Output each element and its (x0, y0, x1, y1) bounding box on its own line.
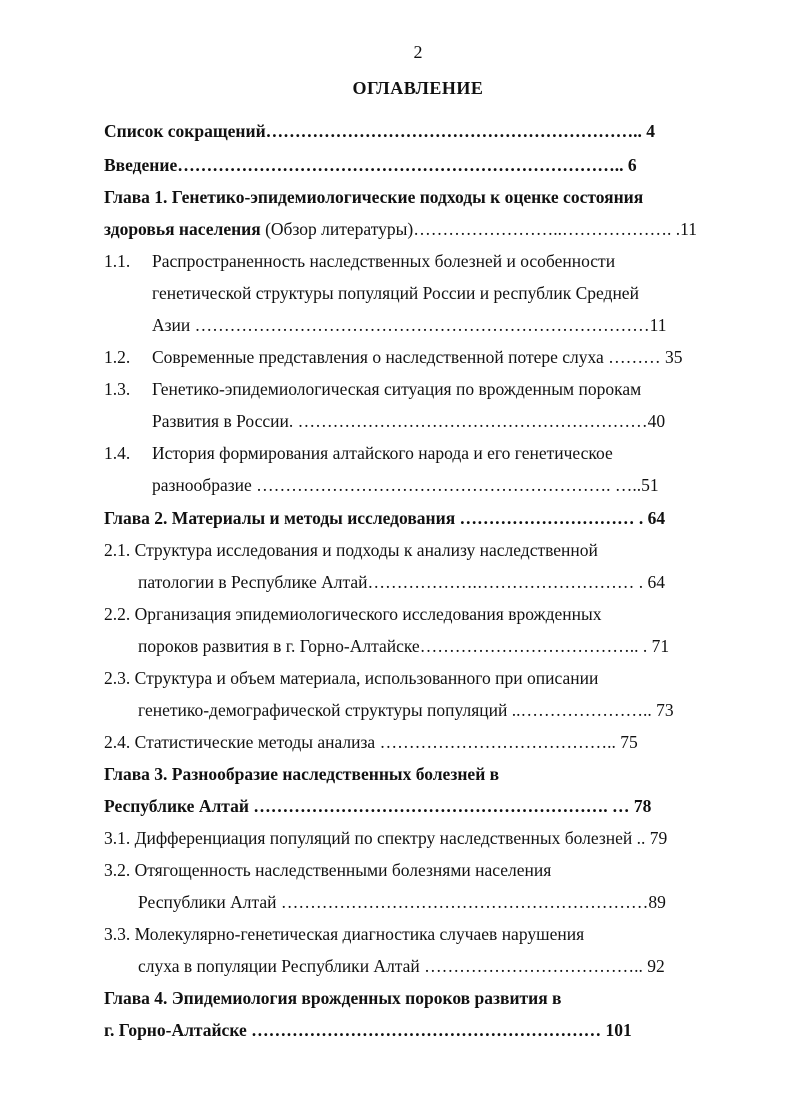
toc-entry-chapter-4-page[interactable]: г. Горно-Алтайске …………………………………………………… 101 (104, 1020, 632, 1040)
toc-entry-2-2[interactable]: 2.2. Организация эпидемиологического исследования врожденных (104, 604, 602, 624)
toc-entry-abbreviations[interactable]: Список сокращений……………………………………………………….. 4 (104, 121, 656, 141)
toc-entry-introduction[interactable]: Введение………………………………………………………………….. 6 (104, 155, 637, 175)
section-title: История формирования алтайского народа и его генетическое (152, 443, 613, 463)
toc-entry-3-3[interactable]: 3.3. Молекулярно-генетическая диагностика случаев нарушения (104, 924, 585, 944)
toc-entry-2-4[interactable]: 2.4. Статистические методы анализа ………………………………….. 75 (104, 732, 638, 752)
section-number: 1.4. (104, 443, 131, 463)
toc-entry-2-3-page[interactable]: генетико-демографической структуры популяций ..………………….. 73 (138, 700, 674, 720)
toc-entry-1-1-cont[interactable]: генетической структуры популяций России и республик Средней (152, 283, 639, 303)
section-title: Современные представления о наследственной потере слуха ……… 35 (152, 347, 683, 367)
toc-entry-chapter-2[interactable]: Глава 2. Материалы и методы исследования ………………………… . 64 (104, 508, 666, 528)
toc-entry-1-1[interactable] (104, 251, 615, 272)
chapter-1-title-rest: (Обзор литературы)……………………..………………. .11 (260, 219, 697, 239)
toc-entry-2-3[interactable]: 2.3. Структура и объем материала, использованного при описании (104, 668, 599, 688)
toc-entry-1-3-page[interactable]: Развития в России. ……………………………………………………40 (152, 411, 666, 431)
toc-entry-3-2-page[interactable]: Республики Алтай ………………………………………………………89 (138, 892, 666, 912)
toc-entry-1-2[interactable] (104, 347, 683, 368)
toc-entry-3-2[interactable]: 3.2. Отягощенность наследственными болезнями населения (104, 860, 552, 880)
section-title: Генетико-эпидемиологическая ситуация по врожденным порокам (152, 379, 642, 399)
toc-entry-1-4-page[interactable]: разнообразие ……………………………………………………. …..51 (152, 475, 659, 495)
toc-entry-3-3-page[interactable]: слуха в популяции Республики Алтай ……………………………….. 92 (138, 956, 665, 976)
toc-entry-2-1-page[interactable]: патологии в Республике Алтай……………….……………………… . 64 (138, 572, 666, 592)
toc-entry-2-1[interactable]: 2.1. Структура исследования и подходы к анализу наследственной (104, 540, 598, 560)
page-number: 2 (413, 42, 423, 62)
section-number: 1.2. (104, 347, 131, 367)
section-number: 1.3. (104, 379, 131, 399)
toc-entry-3-1[interactable]: 3.1. Дифференциация популяций по спектру наследственных болезней .. 79 (104, 828, 668, 848)
chapter-1-title-bold: здоровья населения (104, 219, 261, 239)
toc-entry-chapter-1[interactable]: Глава 1. Генетико-эпидемиологические подходы к оценке состояния (104, 187, 644, 207)
section-title: Распространенность наследственных болезней и особенности (152, 251, 616, 271)
toc-entry-1-4[interactable] (104, 443, 613, 464)
toc-entry-1-3[interactable] (104, 379, 641, 400)
toc-entry-chapter-4[interactable]: Глава 4. Эпидемиология врожденных пороков развития в (104, 988, 562, 1008)
section-number: 1.1. (104, 251, 131, 271)
page-title: ОГЛАВЛЕНИЕ (352, 78, 484, 98)
toc-entry-chapter-3[interactable]: Глава 3. Разнообразие наследственных болезней в (104, 764, 500, 784)
toc-entry-1-1-page[interactable]: Азии ……………………………………………………………………11 (152, 315, 667, 335)
toc-entry-2-2-page[interactable]: пороков развития в г. Горно-Алтайске……………………………….. . 71 (138, 636, 670, 656)
toc-entry-chapter-1-cont[interactable] (104, 219, 697, 240)
toc-entry-chapter-3-page[interactable]: Республике Алтай ……………………………………………………. … 78 (104, 796, 652, 816)
